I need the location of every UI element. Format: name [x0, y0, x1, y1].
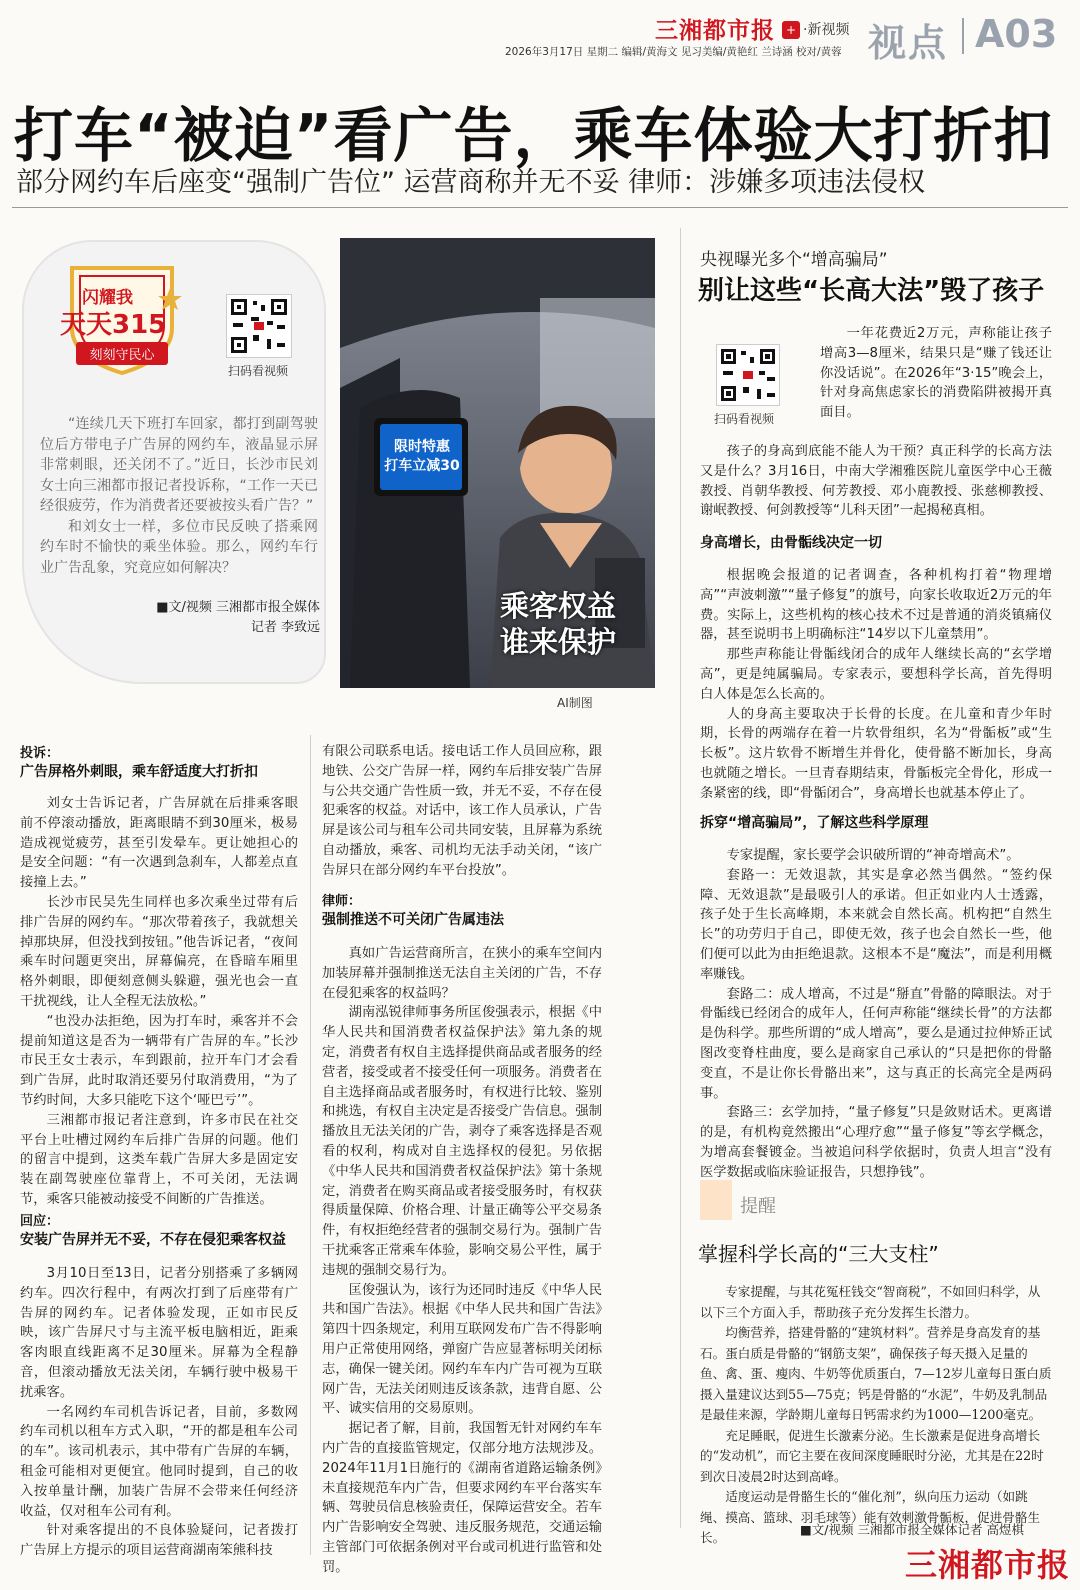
note-title: 掌握科学长高的“三大支柱”	[698, 1242, 939, 1266]
section-3-tag: 律师：	[322, 894, 362, 909]
section-3-head	[322, 890, 504, 929]
byline-line1: ■文/视频 三湘都市报全媒体	[156, 600, 320, 615]
badge-line1: 闪耀我	[82, 288, 133, 308]
qr-label-left: 扫码看视频	[228, 364, 289, 378]
body-paragraph: 三湘都市报记者注意到，许多市民在社交平台上吐槽过网约车后排广告屏的问题。他们的留言中提到，这类车载广告屏大多是固定安装在副驾驶座位靠背上，不可关闭，无法调节，乘客只能被动接受不间断的广告推送。	[20, 1112, 298, 1207]
body-paragraph: 长沙市民吴先生同样也多次乘坐过带有后排广告屏的网约车。“那次带着孩子，我就想关掉那块屏，但没找到按钮。”他告诉记者，“夜间乘车时问题更突出，屏幕偏亮，在昏暗车厢里格外刺眼，即便刻意侧头躲避，强光也会一直干扰视线，让人全程无法放松。”	[20, 894, 298, 1009]
photo-caption-line1: 乘客权益	[500, 589, 617, 623]
lead-text	[40, 414, 318, 578]
byline-line2: 记者 李致远	[250, 620, 320, 635]
column-1-body-b	[20, 1264, 298, 1561]
right-kicker: 央视曝光多个“增高骗局”	[700, 250, 888, 270]
body-paragraph: 一名网约车司机告诉记者，目前，多数网约车司机以租车方式入职，“开的都是租车公司的车”。该司机表示，其中带有广告屏的车辆，租金可能相对更便宜。他同时提到，自己的收入按单量计酬，加装广告屏不会带来任何经济收益，仅对租车公司有利。	[20, 1404, 298, 1519]
section-2-head	[20, 1210, 286, 1249]
body-paragraph: 据记者了解，目前，我国暂无针对网约车车内广告的直接监管规定，仅部分地方法规涉及。2024年11月1日施行的《湖南省道路运输条例》未直接规范车内广告，但要求网约车平台落实车辆、驾驶员信息核验责任，保障运营安全。若车内广告影响安全驾驶、违反服务规范，交通运输主管部门可依据条例对平台或司机进行监管和处罚。	[322, 1421, 602, 1575]
subhead: 部分网约车后座变“强制广告位” 运营商称并无不妥 律师：涉嫌多项违法侵权	[16, 167, 926, 198]
right-intro-paragraph: 一年花费近2万元，声称能让孩子增高3—8厘米，结果只是“赚了钱还让你没话说”。在2026年“3·15”晚会上，针对身高焦虑家长的消费陷阱被揭开真面目。	[820, 326, 1052, 421]
body-paragraph: 3月10日至13日，记者分别搭乘了多辆网约车。四次行程中，有两次打到了后座带有广告屏的网约车。记者体验发现，正如市民反映，该广告屏尺寸与主流平板电脑相近，距乘客肉眼直线距离不足30厘米。屏幕为全程静音，但滚动播放无法关闭，车辆行驶中极易干扰乘客。	[20, 1266, 298, 1400]
body-paragraph: 真如广告运营商所言，在狭小的乘车空间内加装屏幕并强制推送无法自主关闭的广告，不存在侵犯乘客的权益吗？	[322, 946, 602, 1001]
right-title: 别让这些“长高大法”毁了孩子	[698, 276, 1045, 306]
section-2-tag: 回应：	[20, 1214, 60, 1229]
column-2-body-b	[322, 944, 602, 1578]
note-paragraph: 专家提醒，与其花冤枉钱交“智商税”，不如回归科学，从以下三个方面入手，帮助孩子充分发挥生长潜力。	[700, 1284, 1041, 1320]
right-body-2	[700, 846, 1052, 1183]
right-intro-wrap	[820, 324, 1052, 423]
section-1-head	[20, 742, 258, 781]
lead-paragraph: 和刘女士一样，多位市民反映了搭乘网约车时不愉快的乘坐体验。那么，网约车行业广告乱象，究竟应如何解决？	[40, 518, 318, 576]
screen-ad-line2: 打车立减30	[384, 458, 460, 474]
right-paragraph: 人的身高主要取决于长骨的长度。在儿童和青少年时期，长骨的两端存在着一片软骨组织，名为“骨骺板”或“生长板”。这片软骨不断增生并骨化，使骨骼不断加长，身高也就随之增长。一旦青春期结束，骨骺板完全骨化，形成一条紧密的线，即“骨骺闭合”，身高增长也就基本停止了。	[700, 706, 1052, 801]
body-paragraph: 有限公司联系电话。接电话工作人员回应称，跟地铁、公交广告屏一样，网约车后排安装广告屏与公共交通广告性质一致，并无不妥，不存在侵犯乘客的权益。对话中，该工作人员承认，广告屏是该公司与租车公司共同安装，且屏幕为系统自动播放，乘客、司机均无法手动关闭，“该广告屏只在部分网约车平台投放”。	[322, 744, 602, 878]
section-divider	[962, 18, 964, 54]
photo-credit: AI制图	[557, 696, 593, 710]
section-2-title: 安装广告屏并无不妥，不存在侵犯乘客权益	[20, 1232, 286, 1248]
right-paragraph: 根据晚会报道的记者调查，各种机构打着“物理增高”“声波刺激”“量子修复”的旗号，向家长收取近2万元的年费。实际上，这些机构的核心技术不过是普通的消炎镇痛仪器，甚至说明书上明确标注“14岁以下儿童禁用”。	[700, 568, 1052, 643]
footer-logo: 三湘都市报	[905, 1546, 1071, 1584]
qr-label-right: 扫码看视频	[714, 412, 775, 426]
ai-illustration	[340, 238, 655, 688]
note-paragraph: 适度运动是骨骼生长的“催化剂”，纵向压力运动（如跳绳、摸高、篮球、羽毛球等）能有效刺激骨骺板，促进骨骼生长。	[700, 1489, 1041, 1545]
note-body	[700, 1282, 1052, 1549]
section-name: 视点	[868, 21, 949, 65]
body-paragraph: 针对乘客提出的不良体验疑问，记者拨打广告屏上方提示的项目运营商湖南笨熊科技	[20, 1523, 298, 1559]
column-2-body-a	[322, 742, 602, 881]
column-divider	[310, 735, 311, 1555]
screen-ad-text	[384, 438, 460, 476]
masthead-logo: 三湘都市报	[655, 18, 775, 44]
right-subhead-2: 拆穿“增高骗局”，了解这些科学原理	[700, 815, 929, 831]
right-intro-paragraph: 孩子的身高到底能不能人为干预？真正科学的长高方法又是什么？3月16日，中南大学湘雅医院儿童医学中心王薇教授、肖朝华教授、何芳教授、邓小鹿教授、张慈柳教授、谢岷教授、何剑教授等“儿科天团”一起揭秘真相。	[700, 444, 1052, 519]
note-paragraph: 均衡营养，搭建骨骼的“建筑材料”。营养是身高发育的基石。蛋白质是骨骼的“钢筋支架”，确保孩子每天摄入足量的鱼、禽、蛋、瘦肉、牛奶等优质蛋白，7—12岁儿童每日蛋白质摄入量建议达到55—75克；钙是骨骼的“水泥”，牛奶及乳制品是最佳来源，学龄期儿童每日钙需求约为1000—1200毫克。	[700, 1325, 1052, 1422]
qr-code-icon	[717, 345, 779, 405]
photo-caption-line2: 谁来保护	[500, 625, 617, 659]
body-paragraph: 湖南泓锐律师事务所匡俊强表示，根据《中华人民共和国消费者权益保护法》第九条的规定，消费者有权自主选择提供商品或者服务的经营者，接受或者不接受任何一项服务。消费者在自主选择商品或者服务时，有权进行比较、鉴别和挑选，有权自主决定是否接受广告信息。强制播放且无法关闭的广告，剥夺了乘客选择是否观看的权利，构成对自主选择权的侵犯。另依据《中华人民共和国消费者权益保护法》第十条规定，消费者在购买商品或者接受服务时，有权获得质量保障、价格合理、计量正确等公平交易条件，有权拒绝经营者的强制交易行为。强制广告干扰乘客正常乘车体验，影响交易公平性，属于违规的强制交易行为。	[322, 1005, 602, 1278]
section-3-title: 强制推送不可关闭广告属违法	[322, 912, 504, 928]
body-paragraph: “也没办法拒绝，因为打车时，乘客并不会提前知道这是否为一辆带有广告屏的车。”长沙市民王女士表示，车到跟前，拉开车门才会看到广告屏，此时取消还要另付取消费用，“为了节约时间，大多只能吃下这个‘哑巴亏’”。	[20, 1013, 298, 1108]
section-1-tag: 投诉：	[20, 746, 60, 761]
right-paragraph: 套路三：玄学加持，“量子修复”只是敛财话术。更离谱的是，有机构竟然搬出“心理疗愈”“量子修复”等玄学概念，为增高套餐镀金。当被追问科学依据时，负责人坦言“没有医学数据或临床验证报告，只想挣钱”。	[700, 1105, 1052, 1180]
section-1-title: 广告屏格外刺眼，乘车舒适度大打折扣	[20, 764, 258, 780]
note-marker	[700, 1180, 732, 1220]
body-paragraph: 刘女士告诉记者，广告屏就在后排乘客眼前不停滚动播放，距离眼睛不到30厘米，极易造成视觉疲劳，甚至引发晕车。更让她担心的是安全问题：“有一次遇到急刹车，人都差点直接撞上去。”	[20, 796, 298, 891]
photo-caption	[500, 588, 616, 660]
right-subhead-1: 身高增长，由骨骺线决定一切	[700, 535, 882, 551]
qr-code-left[interactable]	[226, 294, 292, 358]
column-divider	[680, 228, 681, 1528]
qr-code-right[interactable]	[716, 344, 780, 406]
note-paragraph: 充足睡眠，促进生长激素分泌。生长激素是促进身高增长的“发动机”，而它主要在夜间深度睡眠时分泌，尤其是在22时到次日凌晨2时达到高峰。	[700, 1427, 1044, 1484]
right-byline: ■文/视频 三湘都市报全媒体记者 高煜棋	[800, 1522, 1024, 1537]
column-1-body-a	[20, 794, 298, 1210]
masthead-video-label: ·新视频	[803, 22, 850, 38]
lead-paragraph: “连续几天下班打车回家，都打到副驾驶位后方带电子广告屏的网约车，液晶显示屏非常刺眼，还关闭不了。”近日，长沙市民刘女士向三湘都市报记者投诉称，“工作一天已经很疲劳，作为消费者还要被按头看广告？”	[40, 416, 318, 514]
headline: 打车“被迫”看广告，乘车体验大打折扣	[14, 101, 1054, 170]
right-paragraph: 专家提醒，家长要学会识破所谓的“神奇增高术”。	[726, 848, 1020, 863]
qr-code-icon	[227, 295, 291, 357]
right-intro-cont	[700, 442, 1052, 521]
right-paragraph: 套路一：无效退款，其实是拿必然当偶然。“签约保障、无效退款”是最吸引人的承诺。但正如业内人士透露，孩子处于生长高峰期，本来就会自然长高。机构把“自然生长”的功劳归于自己，即使无效，孩子也会自然长一些，他们便可以此为由拒绝退款。这根本不是“魔法”，而是利用概率赚钱。	[700, 867, 1052, 982]
header-rule	[12, 207, 1068, 208]
page-number: A03	[975, 12, 1058, 56]
right-paragraph: 套路二：成人增高，不过是“掰直”骨骼的障眼法。对于骨骺线已经闭合的成年人，任何声称能“继续长骨”的方法都是伪科学。那些所谓的“成人增高”，要么是通过拉伸矫正试图改变脊柱曲度，要么是商家自己承认的“只是把你的骨骼变直，不是让你长骨骼出来”，这与真正的长高完全是两码事。	[700, 986, 1052, 1101]
video-badge-icon: +	[782, 21, 800, 39]
badge-line2: 天天315	[60, 310, 167, 340]
right-body-1	[700, 566, 1052, 804]
badge-315	[52, 258, 192, 376]
note-label: 提醒	[740, 1196, 776, 1217]
badge-line3: 刻刻守民心	[76, 342, 168, 365]
masthead-video	[782, 19, 849, 39]
dateline: 2026年3月17日 星期二 编辑/黄海文 见习美编/黄艳红 兰诗涵 校对/黄蓉	[505, 46, 842, 58]
right-paragraph: 那些声称能让骨骺线闭合的成年人继续长高的“玄学增高”，更是纯属骗局。专家表示，要想科学长高，首先得明白人体是怎么长高的。	[700, 647, 1052, 702]
lead-byline	[140, 598, 320, 638]
screen-ad-line1: 限时特惠	[394, 439, 450, 455]
body-paragraph: 匡俊强认为，该行为还同时违反《中华人民共和国广告法》。根据《中华人民共和国广告法》第四十四条规定，利用互联网发布广告不得影响用户正常使用网络，弹窗广告应显著标明关闭标志，确保一键关闭。网约车车内广告可视为互联网广告，无法关闭则违反该条款，违背自愿、公平、诚实信用的交易原则。	[322, 1282, 602, 1417]
